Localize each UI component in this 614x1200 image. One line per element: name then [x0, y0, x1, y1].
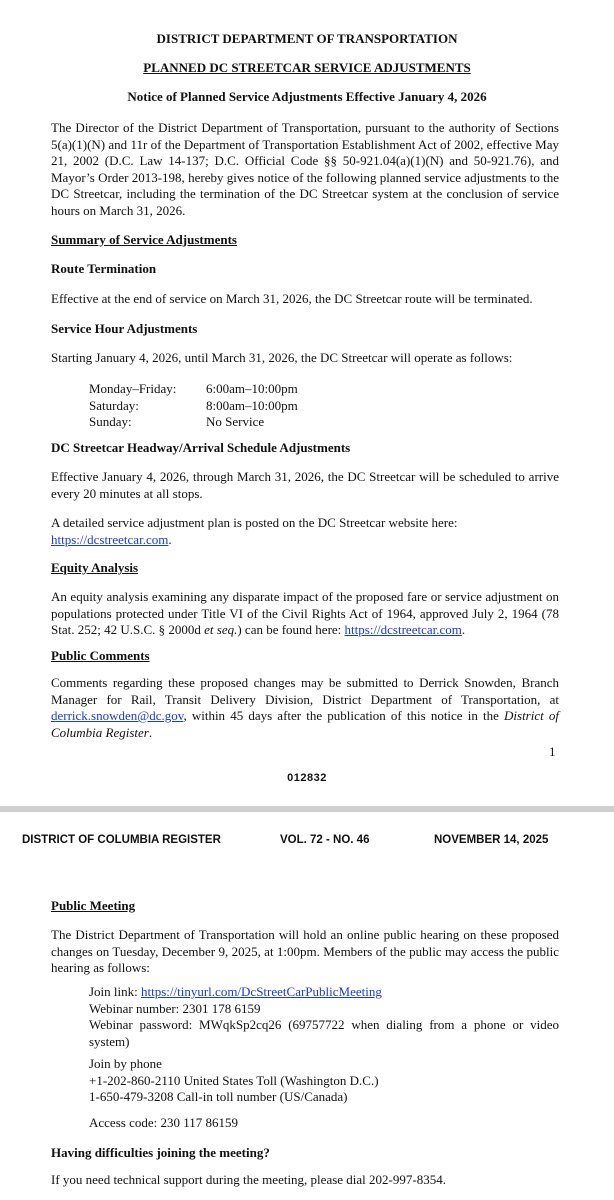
register-volume: VOL. 72 - NO. 46: [280, 834, 370, 846]
join-label: Join link:: [89, 984, 142, 999]
document-id: 012832: [287, 772, 327, 784]
phone-number: +1-202-860-2110 United States Toll (Washington D.C.): [89, 1072, 379, 1088]
schedule-hours: 6:00am–10:00pm: [206, 381, 298, 396]
headway-paragraph: [51, 469, 559, 502]
comments-line: Manager for Rail, Transit Delivery Division, District Department of Transportation, at: [51, 691, 559, 707]
hours-text: Starting January 4, 2026, until March 31, 2026, the DC Streetcar will operate as follows:: [51, 350, 513, 365]
route-text: Effective at the end of service on March 31, 2026, the DC Streetcar route will be terminated.: [51, 291, 533, 306]
dcstreetcar-link[interactable]: https://dcstreetcar.com: [51, 531, 169, 547]
meeting-paragraph: [51, 927, 559, 977]
intro-line: Mayor’s Order 2013-198, hereby gives notice of the following planned service adjustments to the: [51, 169, 559, 185]
comments-heading: Public Comments: [51, 648, 150, 663]
join-link[interactable]: https://tinyurl.com/DcStreetCarPublicMeeting: [141, 984, 382, 999]
plan-line: A detailed service adjustment plan is posted on the DC Streetcar website here:: [51, 515, 458, 530]
phone-number: 1-650-479-3208 Call-in toll number (US/Canada): [89, 1089, 348, 1104]
webinar-number: Webinar number: 2301 178 6159: [89, 1000, 261, 1016]
equity-period: .: [461, 622, 466, 637]
equity-heading: Equity Analysis: [51, 560, 139, 575]
schedule-row: [89, 381, 389, 398]
webinar-password-cont: system): [89, 1033, 130, 1049]
register-name-italic: District of: [504, 708, 559, 723]
schedule-day: Saturday:: [89, 397, 139, 413]
route-heading: Route Termination: [51, 261, 157, 276]
comments-paragraph: [51, 675, 559, 741]
support-text: If you need technical support during the meeting, please dial 202-997-8354.: [51, 1172, 446, 1187]
equity-line: populations protected under Title VI of the Civil Rights Act of 1964, approved July 2, 1964 (78: [51, 605, 559, 621]
hours-heading: Service Hour Adjustments: [51, 321, 198, 336]
meeting-line: changes on Tuesday, December 9, 2025, at 1:00pm. Members of the public may access the public: [51, 943, 559, 959]
headway-line: Effective January 4, 2026, through March 31, 2026, the DC Streetcar will be scheduled to arrive: [51, 469, 559, 484]
intro-line: DC Streetcar, including the termination of the DC Streetcar system at the conclusion of service: [51, 186, 559, 201]
equity-line: An equity analysis examining any disparate impact of the proposed fare or service adjustment on: [51, 589, 559, 604]
schedule-row: [89, 414, 389, 431]
equity-paragraph: [51, 589, 559, 639]
intro-line: 5(a)(1)(N) and 11r of the Department of Transportation Establishment Act of 2002, effective May: [51, 136, 559, 152]
equity-et-seq: et seq.: [204, 622, 238, 637]
access-code: Access code: 230 117 86159: [89, 1115, 238, 1130]
intro-line: The Director of the District Department of Transportation, pursuant to the authority of Sections: [51, 120, 559, 135]
comments-period: .: [148, 724, 153, 740]
equity-link[interactable]: https://dcstreetcar.com: [344, 622, 462, 637]
schedule-hours: No Service: [206, 414, 265, 429]
meeting-line: The District Department of Transportation will hold an online public hearing on these proposed: [51, 927, 559, 942]
phone-heading: Join by phone: [89, 1056, 162, 1071]
plan-paragraph: [51, 515, 559, 548]
phone-details: [89, 1056, 559, 1106]
headway-line: every 20 minutes at all stops.: [51, 485, 203, 501]
schedule-row: [89, 398, 389, 415]
agency-heading: DISTRICT DEPARTMENT OF TRANSPORTATION: [156, 31, 458, 46]
headway-heading: DC Streetcar Headway/Arrival Schedule Adjustments: [51, 440, 351, 455]
page-number: 1: [549, 744, 556, 759]
meeting-line: hearing as follows:: [51, 960, 150, 975]
summary-heading: Summary of Service Adjustments: [51, 232, 237, 247]
difficulty-heading: Having difficulties joining the meeting?: [51, 1145, 270, 1160]
notice-subtitle: Notice of Planned Service Adjustments Effective January 4, 2026: [127, 89, 487, 104]
comments-line: Comments regarding these proposed changes may be submitted to Derrick Snowden, Branch: [51, 675, 559, 690]
intro-line: 21, 2002 (D.C. Law 14-137; D.C. Official Code §§ 50-921.04(a)(1)(N) and 50-921.76), and: [51, 153, 559, 168]
equity-text: ) can be found here:: [237, 622, 345, 637]
webinar-details: [89, 984, 559, 1050]
equity-text: Stat. 252; 42 U.S.C. § 2000d: [51, 622, 205, 637]
schedule-day: Sunday:: [89, 414, 132, 429]
plan-period: .: [168, 531, 172, 547]
schedule-day: Monday–Friday:: [89, 381, 177, 396]
webinar-password: Webinar password: MWqkSp2cq26 (69757722 when dialing from a phone or video: [89, 1017, 559, 1032]
intro-paragraph: [51, 120, 559, 219]
register-name-italic: Columbia Register: [51, 724, 149, 740]
register-date: NOVEMBER 14, 2025: [434, 834, 549, 846]
intro-line: hours on March 31, 2026.: [51, 202, 186, 218]
notice-title: PLANNED DC STREETCAR SERVICE ADJUSTMENTS: [143, 60, 471, 75]
notice-page-2: [0, 812, 614, 1200]
schedule-hours: 8:00am–10:00pm: [206, 397, 298, 413]
email-link[interactable]: derrick.snowden@dc.gov: [51, 708, 184, 723]
schedule-table: [89, 381, 389, 431]
meeting-heading: Public Meeting: [51, 898, 136, 913]
comments-text: , within 45 days after the publication of this notice in the: [183, 708, 505, 723]
register-name: DISTRICT OF COLUMBIA REGISTER: [22, 834, 221, 846]
